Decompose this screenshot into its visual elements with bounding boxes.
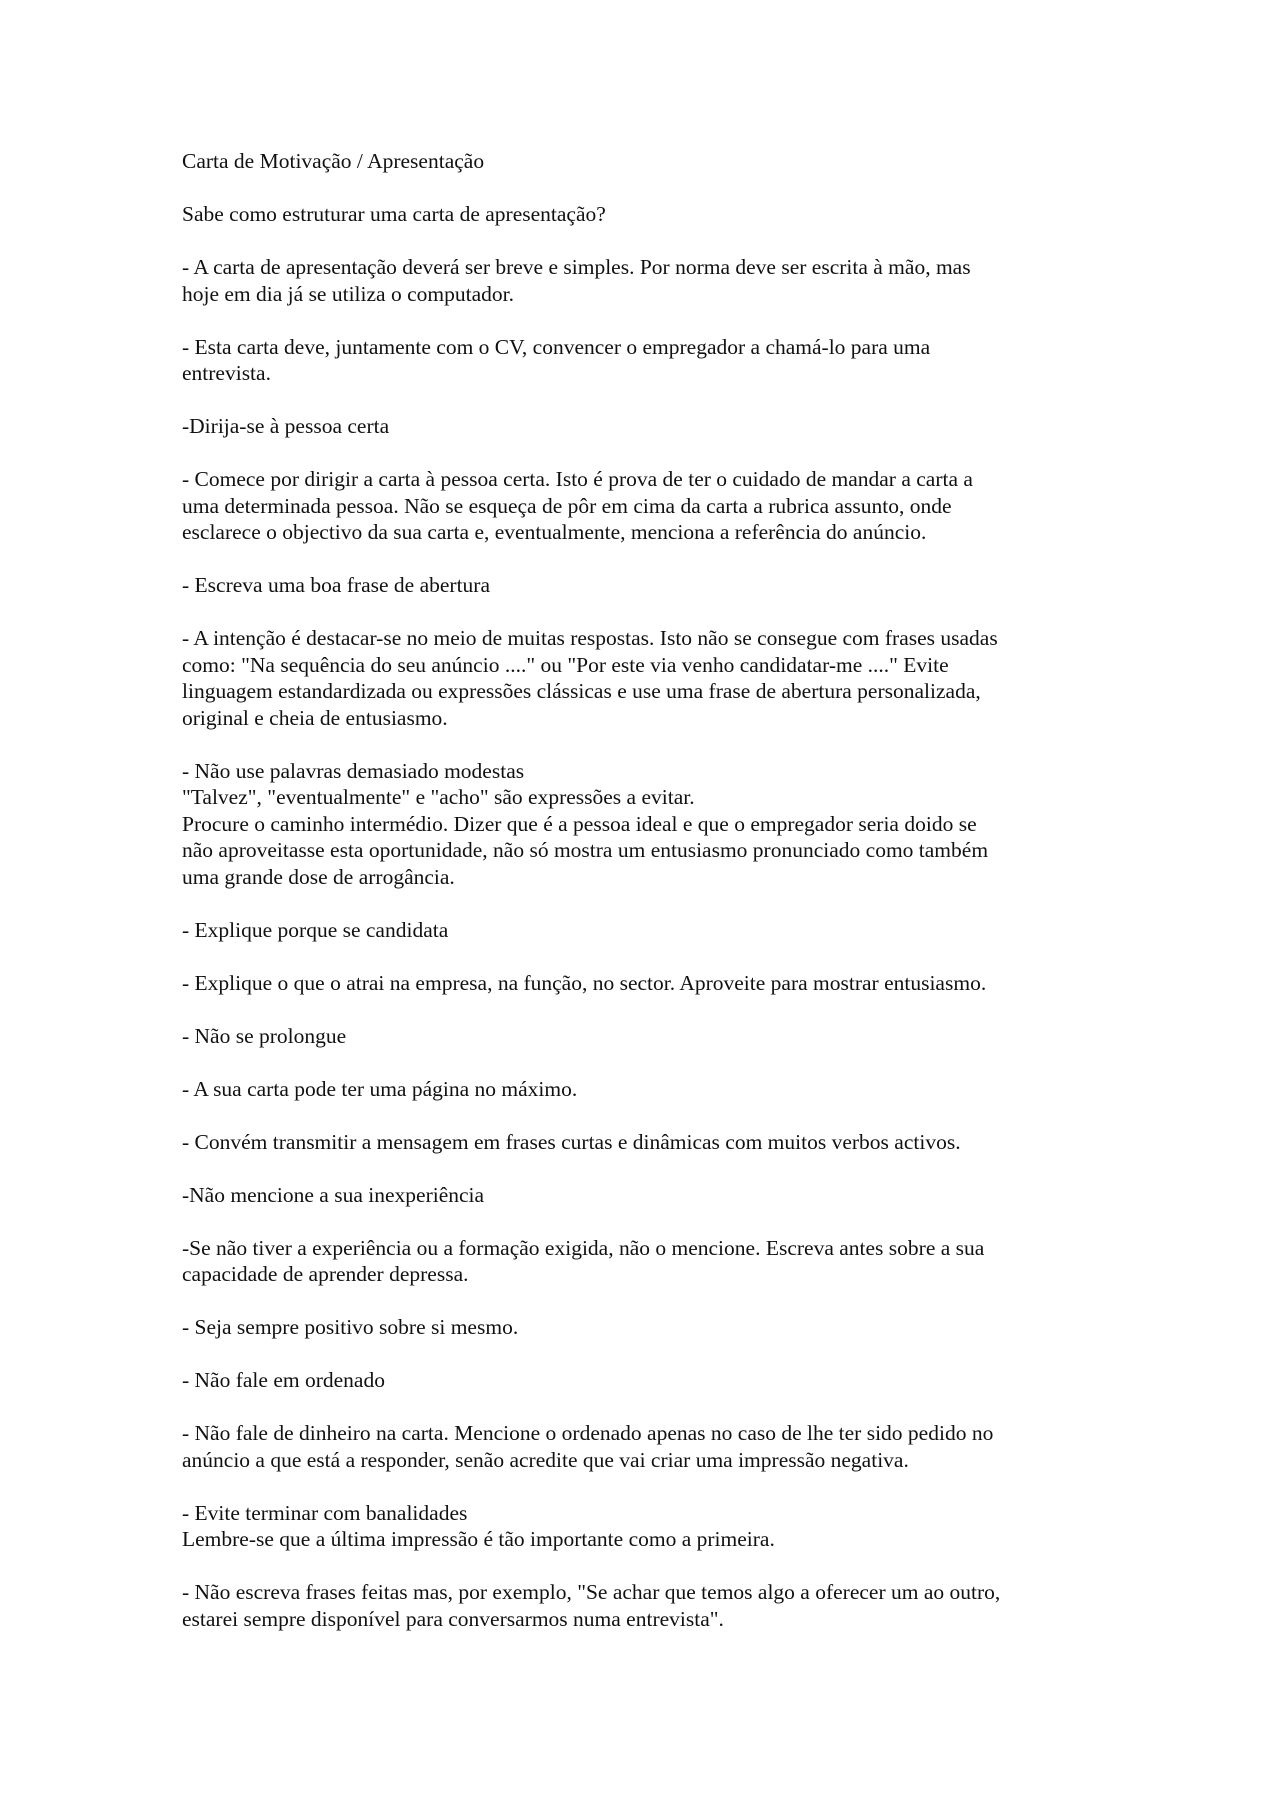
paragraph xyxy=(182,1420,1102,1473)
text-line: - Seja sempre positivo sobre si mesmo. xyxy=(182,1315,519,1339)
text-line: esclarece o objectivo da sua carta e, eventualmente, menciona a referência do anúncio. xyxy=(182,520,927,544)
text-line: anúncio a que está a responder, senão acredite que vai criar uma impressão negativa. xyxy=(182,1447,909,1472)
paragraph xyxy=(182,1500,1102,1553)
text-line: Carta de Motivação / Apresentação xyxy=(182,149,485,173)
paragraph xyxy=(182,917,1102,944)
text-line: uma grande dose de arrogância. xyxy=(182,864,455,889)
paragraph xyxy=(182,1129,1102,1156)
text-line: - Comece por dirigir a carta à pessoa certa. Isto é prova de ter o cuidado de mandar a carta a xyxy=(182,467,973,491)
text-line: -Não mencione a sua inexperiência xyxy=(182,1182,485,1207)
paragraph xyxy=(182,413,1102,440)
document-body xyxy=(182,201,1102,1632)
text-line: Procure o caminho intermédio. Dizer que é a pessoa ideal e que o empregador seria doido se xyxy=(182,811,977,836)
text-line: - Escreva uma boa frase de abertura xyxy=(182,573,490,597)
text-line: não aproveitasse esta oportunidade, não só mostra um entusiasmo pronunciado como também xyxy=(182,838,989,862)
text-line: hoje em dia já se utiliza o computador. xyxy=(182,281,514,306)
text-line: - Não fale em ordenado xyxy=(182,1368,385,1392)
text-line: entrevista. xyxy=(182,361,271,385)
paragraph xyxy=(182,1023,1102,1050)
text-line: capacidade de aprender depressa. xyxy=(182,1262,469,1286)
text-line: - A sua carta pode ter uma página no máximo. xyxy=(182,1076,578,1101)
paragraph xyxy=(182,1314,1102,1341)
text-line: original e cheia de entusiasmo. xyxy=(182,705,448,730)
text-line: Lembre-se que a última impressão é tão importante como a primeira. xyxy=(182,1527,775,1551)
paragraph xyxy=(182,625,1102,731)
document-title xyxy=(182,148,1102,175)
text-line: - Não escreva frases feitas mas, por exemplo, "Se achar que temos algo a oferecer um ao outro, xyxy=(182,1580,1001,1604)
text-line: - A carta de apresentação deverá ser breve e simples. Por norma deve ser escrita à mão, mas xyxy=(182,255,971,279)
paragraph xyxy=(182,970,1102,997)
paragraph xyxy=(182,572,1102,599)
paragraph xyxy=(182,1235,1102,1288)
paragraph xyxy=(182,758,1102,891)
paragraph xyxy=(182,254,1102,307)
text-line: - Não se prolongue xyxy=(182,1023,347,1048)
text-line: - Convém transmitir a mensagem em frases curtas e dinâmicas com muitos verbos activos. xyxy=(182,1129,961,1154)
paragraph xyxy=(182,1182,1102,1209)
text-line: - A intenção é destacar-se no meio de muitas respostas. Isto não se consegue com frases usadas xyxy=(182,626,998,650)
text-line: -Se não tiver a experiência ou a formação exigida, não o mencione. Escreva antes sobre a sua xyxy=(182,1235,985,1260)
text-line: - Evite terminar com banalidades xyxy=(182,1500,468,1525)
paragraph xyxy=(182,466,1102,546)
paragraph xyxy=(182,1579,1102,1632)
text-line: - Não use palavras demasiado modestas xyxy=(182,758,525,783)
text-line: uma determinada pessoa. Não se esqueça de pôr em cima da carta a rubrica assunto, onde xyxy=(182,493,952,518)
text-line: estarei sempre disponível para conversarmos numa entrevista". xyxy=(182,1606,724,1631)
text-line: Sabe como estruturar uma carta de apresentação? xyxy=(182,202,606,226)
text-line: linguagem estandardizada ou expressões clássicas e use uma frase de abertura personalizada, xyxy=(182,679,981,703)
text-line: como: "Na sequência do seu anúncio ...." ou "Por este via venho candidatar-me ...." Evite xyxy=(182,652,949,677)
paragraph xyxy=(182,334,1102,387)
paragraph xyxy=(182,201,1102,228)
paragraph xyxy=(182,1367,1102,1394)
text-line: - Esta carta deve, juntamente com o CV, convencer o empregador a chamá-lo para uma xyxy=(182,334,931,359)
text-line: "Talvez", "eventualmente" e "acho" são expressões a evitar. xyxy=(182,785,695,809)
document-page xyxy=(182,148,1102,1659)
text-line: - Explique porque se candidata xyxy=(182,917,449,942)
text-line: - Não fale de dinheiro na carta. Mencione o ordenado apenas no caso de lhe ter sido pedido no xyxy=(182,1421,994,1445)
text-line: - Explique o que o atrai na empresa, na função, no sector. Aproveite para mostrar entusiasmo. xyxy=(182,970,987,995)
paragraph xyxy=(182,1076,1102,1103)
text-line: -Dirija-se à pessoa certa xyxy=(182,414,390,438)
